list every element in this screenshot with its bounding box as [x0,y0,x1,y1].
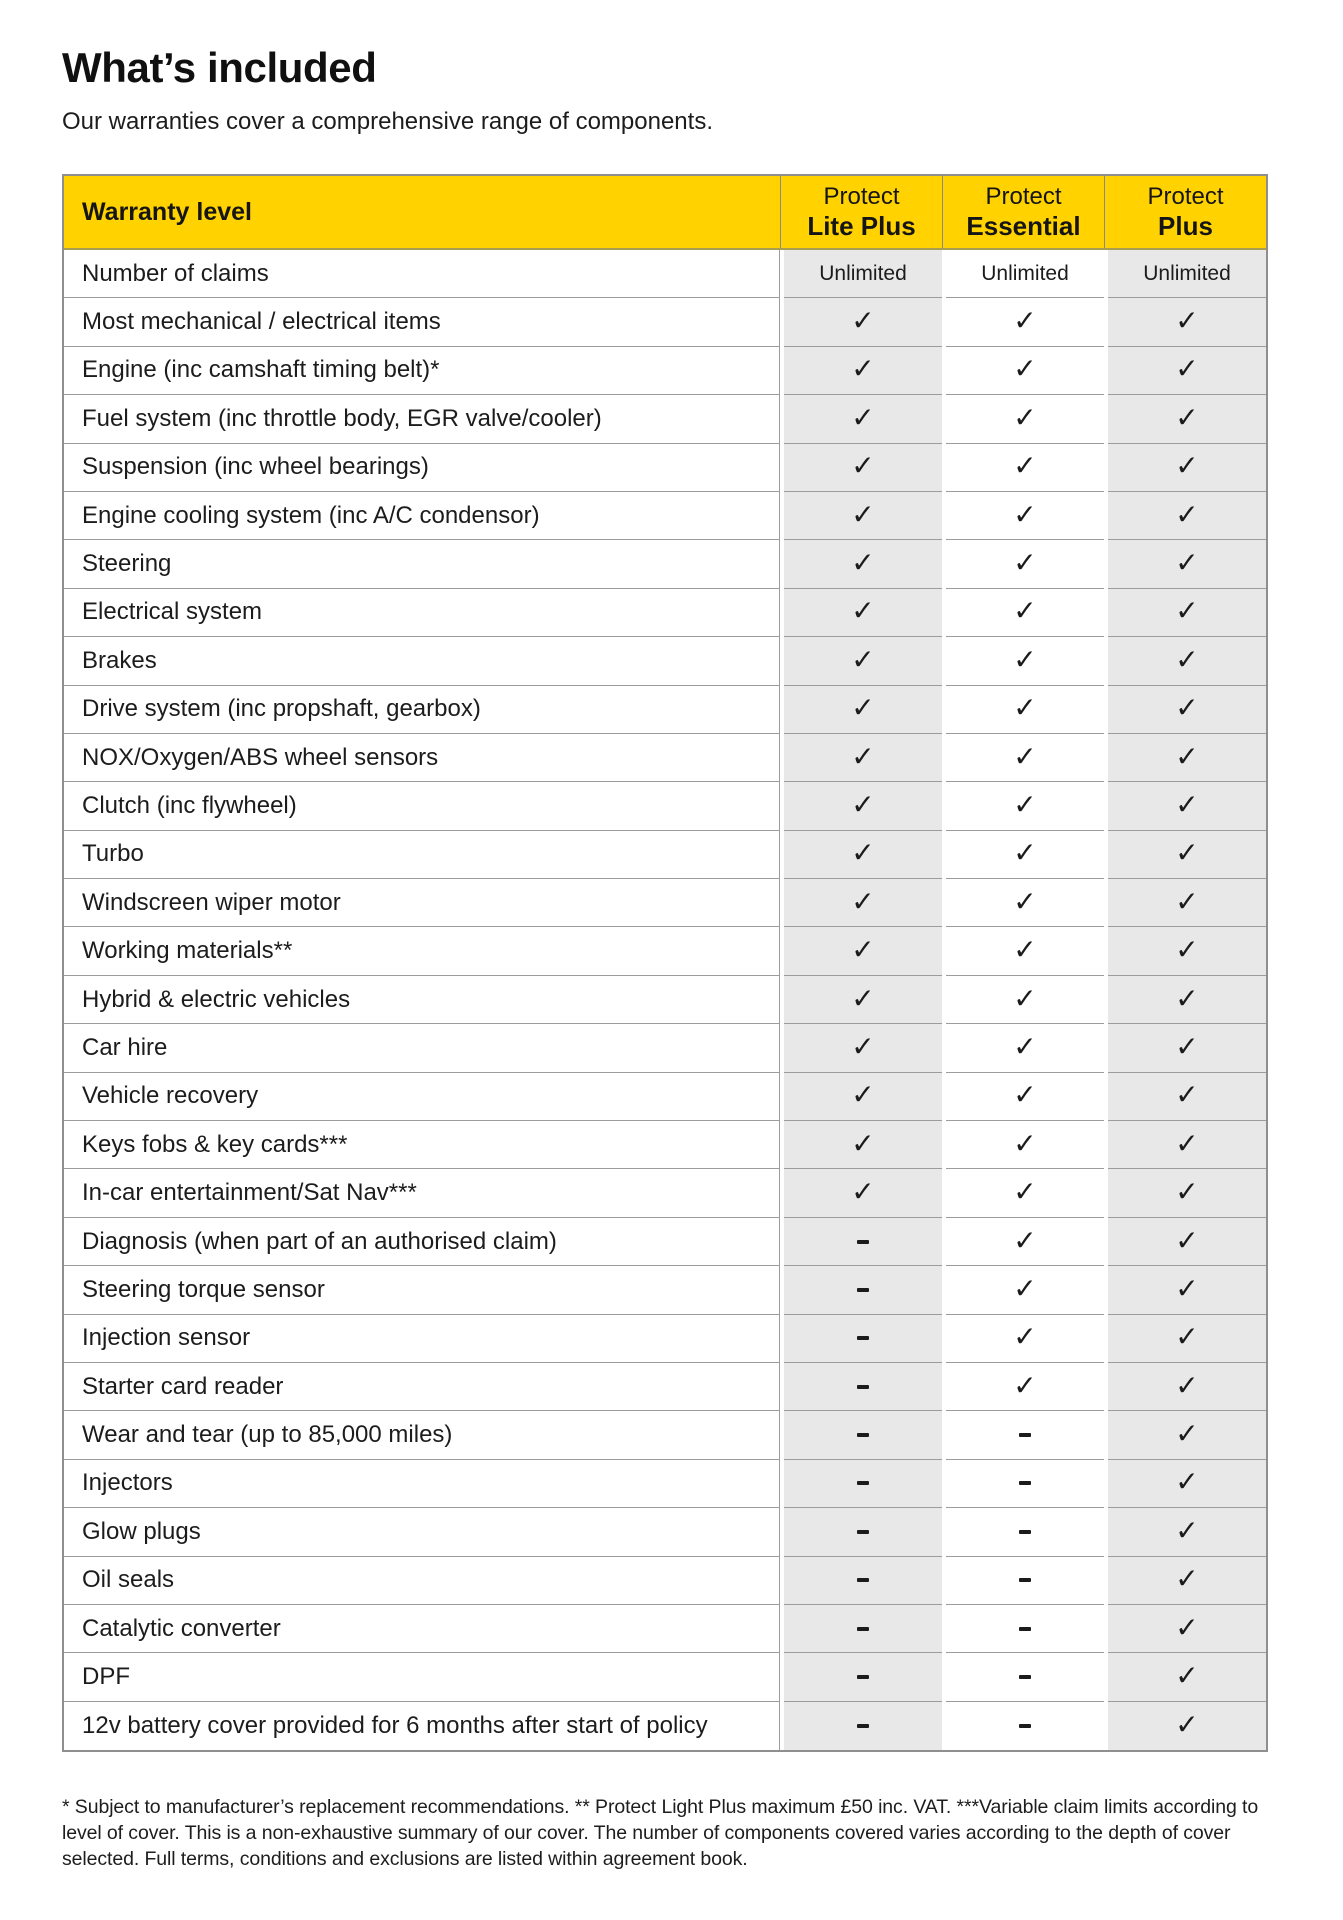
value-cell-protect-plus [1108,298,1266,346]
check-icon: ✓ [851,449,875,483]
page-content [62,0,1268,1892]
value-cell-protect-essential [946,1024,1104,1072]
value-cell-protect-essential [946,1315,1104,1363]
column-header-brand-line: Protect [823,183,900,210]
check-icon: ✓ [1175,400,1199,434]
feature-name-cell: Oil seals [64,1557,780,1605]
check-icon: ✓ [1175,449,1199,483]
table-row [64,976,1266,1024]
check-icon: ✓ [851,836,875,870]
value-cell-protect-lite-plus [784,298,942,346]
check-icon: ✓ [851,1126,875,1160]
footnote-text: * Subject to manufacturer’s replacement recommendations. ** Protect Light Plus maximum £50 inc. VAT. ***Variable claim limits according to level of cover. This is a non-exhaustive summary of our cover. The number of components covered varies according to the depth of cover selected. Full terms, conditions and exclusions are listed within agreement book. [62,1796,1259,1871]
dash-icon [857,1724,869,1728]
table-row [64,1411,1266,1459]
check-icon: ✓ [1175,933,1199,967]
check-icon: ✓ [1175,691,1199,725]
dash-icon [857,1578,869,1582]
table-row [64,1363,1266,1411]
check-icon: ✓ [1013,497,1037,531]
value-cell-protect-lite-plus [784,1702,942,1750]
value-cell-protect-plus [1108,444,1266,492]
value-cell-protect-essential [946,250,1104,298]
value-text: Unlimited [819,261,907,285]
check-icon: ✓ [1175,594,1199,628]
check-icon: ✓ [1013,1320,1037,1354]
check-icon: ✓ [1175,1126,1199,1160]
value-cell-protect-essential [946,1218,1104,1266]
table-row [64,492,1266,540]
value-cell-protect-essential [946,1169,1104,1217]
check-icon: ✓ [1013,1223,1037,1257]
check-icon: ✓ [1175,304,1199,338]
check-icon: ✓ [1175,1029,1199,1063]
table-row [64,395,1266,443]
feature-name-cell: Car hire [64,1024,780,1072]
feature-name-cell: Number of claims [64,250,780,298]
value-cell-protect-plus [1108,1460,1266,1508]
value-cell-protect-essential [946,927,1104,975]
column-header-protect-essential [942,176,1104,248]
dash-icon [857,1675,869,1679]
feature-name-cell: Most mechanical / electrical items [64,298,780,346]
check-icon: ✓ [851,497,875,531]
feature-name-cell: Brakes [64,637,780,685]
dash-icon [857,1240,869,1244]
check-icon: ✓ [1175,1417,1199,1451]
value-cell-protect-plus [1108,1653,1266,1701]
value-cell-protect-essential [946,1605,1104,1653]
check-icon: ✓ [1013,836,1037,870]
check-icon: ✓ [1175,1368,1199,1402]
table-row [64,927,1266,975]
check-icon: ✓ [1175,1465,1199,1499]
check-icon: ✓ [1175,787,1199,821]
value-cell-protect-plus [1108,1266,1266,1314]
table-row [64,1121,1266,1169]
table-body [64,250,1266,1750]
value-cell-protect-lite-plus [784,1073,942,1121]
value-cell-protect-plus [1108,976,1266,1024]
table-row [64,1315,1266,1363]
feature-name-cell: Glow plugs [64,1508,780,1556]
check-icon: ✓ [1175,546,1199,580]
dash-icon [1019,1481,1031,1485]
check-icon: ✓ [1175,1610,1199,1644]
value-cell-protect-lite-plus [784,1508,942,1556]
value-cell-protect-lite-plus [784,395,942,443]
dash-icon [1019,1724,1031,1728]
value-cell-protect-essential [946,1121,1104,1169]
check-icon: ✓ [1175,1223,1199,1257]
check-icon: ✓ [851,691,875,725]
check-icon: ✓ [851,546,875,580]
check-icon: ✓ [851,787,875,821]
column-header-tier-line: Plus [1158,211,1213,241]
value-cell-protect-essential [946,1702,1104,1750]
table-row [64,589,1266,637]
value-cell-protect-plus [1108,395,1266,443]
feature-name-cell: Steering torque sensor [64,1266,780,1314]
value-cell-protect-lite-plus [784,976,942,1024]
value-cell-protect-lite-plus [784,492,942,540]
value-cell-protect-plus [1108,589,1266,637]
value-cell-protect-lite-plus [784,1315,942,1363]
value-cell-protect-plus [1108,831,1266,879]
check-icon: ✓ [1175,836,1199,870]
value-cell-protect-lite-plus [784,1557,942,1605]
column-header-brand-line: Protect [985,183,1062,210]
check-icon: ✓ [1013,1175,1037,1209]
value-cell-protect-essential [946,1266,1104,1314]
dash-icon [1019,1627,1031,1631]
check-icon: ✓ [1013,933,1037,967]
feature-name-cell: DPF [64,1653,780,1701]
value-cell-protect-lite-plus [784,1266,942,1314]
value-cell-protect-essential [946,492,1104,540]
value-cell-protect-plus [1108,250,1266,298]
value-cell-protect-plus [1108,1121,1266,1169]
feature-name-cell: Vehicle recovery [64,1073,780,1121]
dash-icon [857,1433,869,1437]
value-cell-protect-plus [1108,782,1266,830]
value-cell-protect-plus [1108,1024,1266,1072]
value-cell-protect-essential [946,1363,1104,1411]
value-cell-protect-plus [1108,1218,1266,1266]
table-row [64,298,1266,346]
value-cell-protect-essential [946,782,1104,830]
value-cell-protect-lite-plus [784,444,942,492]
check-icon: ✓ [1013,449,1037,483]
check-icon: ✓ [1175,1562,1199,1596]
dash-icon [857,1385,869,1389]
value-cell-protect-lite-plus [784,250,942,298]
value-cell-protect-lite-plus [784,734,942,782]
check-icon: ✓ [1013,594,1037,628]
value-cell-protect-lite-plus [784,782,942,830]
value-cell-protect-essential [946,1557,1104,1605]
check-icon: ✓ [851,933,875,967]
table-row [64,1460,1266,1508]
value-cell-protect-plus [1108,1363,1266,1411]
table-row [64,686,1266,734]
check-icon: ✓ [1013,642,1037,676]
table-row [64,734,1266,782]
value-cell-protect-plus [1108,927,1266,975]
check-icon: ✓ [1175,1271,1199,1305]
value-cell-protect-essential [946,589,1104,637]
check-icon: ✓ [1175,642,1199,676]
warranty-comparison-table [62,174,1268,1752]
check-icon: ✓ [1175,1513,1199,1547]
table-row [64,831,1266,879]
table-row [64,1702,1266,1750]
feature-name-cell: Keys fobs & key cards*** [64,1121,780,1169]
check-icon: ✓ [1013,546,1037,580]
value-cell-protect-essential [946,1653,1104,1701]
check-icon: ✓ [1013,1078,1037,1112]
check-icon: ✓ [1175,739,1199,773]
value-cell-protect-plus [1108,1605,1266,1653]
check-icon: ✓ [851,1029,875,1063]
check-icon: ✓ [1013,1029,1037,1063]
value-cell-protect-essential [946,298,1104,346]
column-header-tier-line: Lite Plus [807,211,916,241]
table-row [64,1024,1266,1072]
value-cell-protect-lite-plus [784,347,942,395]
warranty-level-header: Warranty level [82,197,252,226]
check-icon: ✓ [851,352,875,386]
value-cell-protect-lite-plus [784,1024,942,1072]
column-header-tier-line: Essential [966,211,1081,241]
table-row [64,444,1266,492]
value-cell-protect-lite-plus [784,927,942,975]
check-icon: ✓ [1013,400,1037,434]
table-row [64,1605,1266,1653]
value-cell-protect-essential [946,1411,1104,1459]
column-header-protect-lite-plus [780,176,942,248]
dash-icon [857,1627,869,1631]
feature-name-cell: Injectors [64,1460,780,1508]
check-icon: ✓ [851,739,875,773]
value-cell-protect-plus [1108,1411,1266,1459]
value-cell-protect-lite-plus [784,1605,942,1653]
value-cell-protect-lite-plus [784,589,942,637]
value-cell-protect-essential [946,347,1104,395]
value-cell-protect-essential [946,686,1104,734]
value-cell-protect-lite-plus [784,686,942,734]
value-text: Unlimited [1143,261,1231,285]
check-icon: ✓ [1013,1271,1037,1305]
check-icon: ✓ [851,400,875,434]
feature-name-cell: Engine (inc camshaft timing belt)* [64,347,780,395]
page-title: What’s included [62,44,377,91]
value-cell-protect-plus [1108,1073,1266,1121]
value-cell-protect-plus [1108,347,1266,395]
check-icon: ✓ [1175,884,1199,918]
dash-icon [857,1481,869,1485]
feature-name-cell: Steering [64,540,780,588]
value-cell-protect-plus [1108,637,1266,685]
value-cell-protect-essential [946,444,1104,492]
table-row [64,1073,1266,1121]
check-icon: ✓ [1175,1659,1199,1693]
value-cell-protect-plus [1108,1169,1266,1217]
table-header-row [64,176,1266,250]
feature-name-cell: Catalytic converter [64,1605,780,1653]
check-icon: ✓ [1013,787,1037,821]
value-cell-protect-plus [1108,1508,1266,1556]
feature-name-cell: Starter card reader [64,1363,780,1411]
value-cell-protect-essential [946,540,1104,588]
check-icon: ✓ [1013,1368,1037,1402]
check-icon: ✓ [1175,1078,1199,1112]
check-icon: ✓ [851,642,875,676]
dash-icon [857,1530,869,1534]
check-icon: ✓ [851,981,875,1015]
table-row [64,879,1266,927]
value-cell-protect-lite-plus [784,1653,942,1701]
column-header-brand-line: Protect [1147,183,1224,210]
value-cell-protect-lite-plus [784,1218,942,1266]
dash-icon [1019,1530,1031,1534]
feature-name-cell: Fuel system (inc throttle body, EGR valve/cooler) [64,395,780,443]
feature-name-cell: Hybrid & electric vehicles [64,976,780,1024]
value-cell-protect-essential [946,1460,1104,1508]
value-cell-protect-plus [1108,1702,1266,1750]
value-cell-protect-essential [946,1508,1104,1556]
feature-name-cell: In-car entertainment/Sat Nav*** [64,1169,780,1217]
check-icon: ✓ [1013,884,1037,918]
value-text: Unlimited [981,261,1069,285]
value-cell-protect-plus [1108,540,1266,588]
feature-name-cell: Turbo [64,831,780,879]
dash-icon [857,1336,869,1340]
check-icon: ✓ [851,1078,875,1112]
check-icon: ✓ [1175,981,1199,1015]
value-cell-protect-lite-plus [784,637,942,685]
table-row [64,1653,1266,1701]
check-icon: ✓ [1175,497,1199,531]
value-cell-protect-lite-plus [784,1411,942,1459]
column-header-protect-plus [1104,176,1266,248]
table-row [64,250,1266,298]
table-row [64,540,1266,588]
value-cell-protect-essential [946,831,1104,879]
feature-name-cell: Clutch (inc flywheel) [64,782,780,830]
feature-name-cell: Suspension (inc wheel bearings) [64,444,780,492]
feature-name-cell: Engine cooling system (inc A/C condensor) [64,492,780,540]
value-cell-protect-essential [946,637,1104,685]
check-icon: ✓ [1175,1175,1199,1209]
table-row [64,1218,1266,1266]
feature-name-cell: Injection sensor [64,1315,780,1363]
value-cell-protect-lite-plus [784,879,942,927]
value-cell-protect-lite-plus [784,1363,942,1411]
dash-icon [1019,1433,1031,1437]
check-icon: ✓ [1013,981,1037,1015]
check-icon: ✓ [1013,304,1037,338]
table-row [64,1557,1266,1605]
check-icon: ✓ [851,884,875,918]
table-row [64,347,1266,395]
check-icon: ✓ [1175,352,1199,386]
check-icon: ✓ [1175,1320,1199,1354]
value-cell-protect-plus [1108,734,1266,782]
value-cell-protect-essential [946,395,1104,443]
table-row [64,1169,1266,1217]
value-cell-protect-plus [1108,1557,1266,1605]
check-icon: ✓ [1013,691,1037,725]
value-cell-protect-essential [946,734,1104,782]
feature-name-cell: NOX/Oxygen/ABS wheel sensors [64,734,780,782]
table-row [64,637,1266,685]
check-icon: ✓ [1013,739,1037,773]
value-cell-protect-plus [1108,1315,1266,1363]
page-subtitle: Our warranties cover a comprehensive range of components. [62,108,713,135]
dash-icon [1019,1675,1031,1679]
table-row [64,1508,1266,1556]
check-icon: ✓ [1013,1126,1037,1160]
value-cell-protect-lite-plus [784,1121,942,1169]
feature-name-cell: Windscreen wiper motor [64,879,780,927]
check-icon: ✓ [851,304,875,338]
table-row [64,782,1266,830]
feature-name-cell: Diagnosis (when part of an authorised claim) [64,1218,780,1266]
value-cell-protect-lite-plus [784,831,942,879]
value-cell-protect-essential [946,1073,1104,1121]
value-cell-protect-plus [1108,879,1266,927]
check-icon: ✓ [851,594,875,628]
check-icon: ✓ [1175,1707,1199,1741]
value-cell-protect-plus [1108,686,1266,734]
value-cell-protect-lite-plus [784,540,942,588]
check-icon: ✓ [851,1175,875,1209]
dash-icon [1019,1578,1031,1582]
feature-name-cell: Electrical system [64,589,780,637]
value-cell-protect-essential [946,976,1104,1024]
feature-name-cell: Working materials** [64,927,780,975]
value-cell-protect-plus [1108,492,1266,540]
dash-icon [857,1288,869,1292]
feature-name-cell: Drive system (inc propshaft, gearbox) [64,686,780,734]
feature-name-cell: Wear and tear (up to 85,000 miles) [64,1411,780,1459]
value-cell-protect-lite-plus [784,1460,942,1508]
check-icon: ✓ [1013,352,1037,386]
value-cell-protect-essential [946,879,1104,927]
feature-name-cell: 12v battery cover provided for 6 months after start of policy [64,1702,780,1750]
table-row [64,1266,1266,1314]
value-cell-protect-lite-plus [784,1169,942,1217]
